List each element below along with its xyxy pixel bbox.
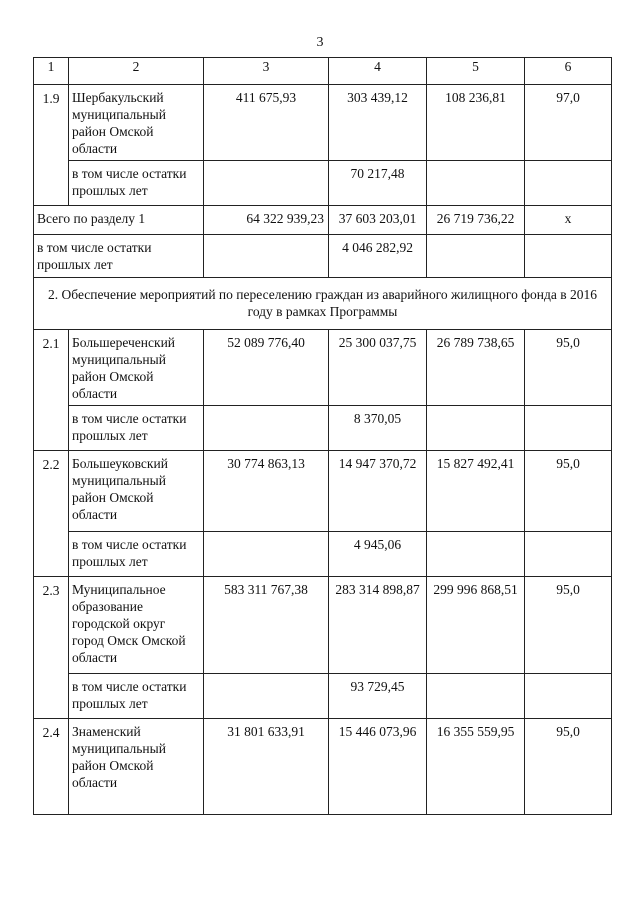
cell-col3 <box>204 161 329 206</box>
column-header: 6 <box>525 58 612 85</box>
column-header: 5 <box>427 58 525 85</box>
cell-col5 <box>427 406 525 451</box>
cell-col3: 411 675,93 <box>204 85 329 161</box>
row-name: в том числе остатки прошлых лет <box>69 532 204 577</box>
column-number-row <box>34 58 612 85</box>
cell-col5 <box>427 674 525 719</box>
cell-col6 <box>525 406 612 451</box>
table-row <box>34 406 612 451</box>
cell-col6: 95,0 <box>525 719 612 815</box>
cell-col4: 303 439,12 <box>329 85 427 161</box>
cell-col6: 95,0 <box>525 577 612 674</box>
cell-col5: 15 827 492,41 <box>427 451 525 532</box>
section-header-row <box>34 278 612 330</box>
row-number: 2.2 <box>34 451 69 577</box>
cell-col3: 31 801 633,91 <box>204 719 329 815</box>
cell-col5: 108 236,81 <box>427 85 525 161</box>
cell-col6 <box>525 161 612 206</box>
row-number: 2.4 <box>34 719 69 815</box>
row-name: Всего по разделу 1 <box>34 206 204 235</box>
row-name: Знаменский муниципальный район Омской области <box>69 719 204 815</box>
cell-col4: 93 729,45 <box>329 674 427 719</box>
row-name: Муниципальное образование городской округ город Омск Омской области <box>69 577 204 674</box>
cell-col4: 70 217,48 <box>329 161 427 206</box>
row-number: 1.9 <box>34 85 69 206</box>
column-header: 1 <box>34 58 69 85</box>
section-title: 2. Обеспечение мероприятий по переселению граждан из аварийного жилищного фонда в 2016 году в рамках Программы <box>34 278 612 330</box>
cell-col3: 583 311 767,38 <box>204 577 329 674</box>
table-row <box>34 674 612 719</box>
table-row <box>34 330 612 406</box>
column-header: 3 <box>204 58 329 85</box>
cell-col6: 95,0 <box>525 330 612 406</box>
table-row <box>34 161 612 206</box>
cell-col5: 26 789 738,65 <box>427 330 525 406</box>
cell-col4: 8 370,05 <box>329 406 427 451</box>
cell-col4: 37 603 203,01 <box>329 206 427 235</box>
row-name: в том числе остатки прошлых лет <box>69 161 204 206</box>
allocation-table <box>33 57 612 815</box>
table-row <box>34 532 612 577</box>
row-name: Большеуковский муниципальный район Омской области <box>69 451 204 532</box>
row-number: 2.3 <box>34 577 69 719</box>
cell-col4: 283 314 898,87 <box>329 577 427 674</box>
cell-col4: 14 947 370,72 <box>329 451 427 532</box>
row-name: в том числе остатки прошлых лет <box>69 674 204 719</box>
cell-col3 <box>204 532 329 577</box>
cell-col6: 97,0 <box>525 85 612 161</box>
cell-col5: 16 355 559,95 <box>427 719 525 815</box>
cell-col3: 30 774 863,13 <box>204 451 329 532</box>
row-name: Шербакульский муниципальный район Омской области <box>69 85 204 161</box>
cell-col6 <box>525 674 612 719</box>
column-header: 4 <box>329 58 427 85</box>
row-name: Большереченский муниципальный район Омской области <box>69 330 204 406</box>
table-row-total <box>34 235 612 278</box>
cell-col5 <box>427 161 525 206</box>
row-number: 2.1 <box>34 330 69 451</box>
page-number: 3 <box>316 35 324 50</box>
cell-col6: 95,0 <box>525 451 612 532</box>
cell-col3: 52 089 776,40 <box>204 330 329 406</box>
cell-col4: 25 300 037,75 <box>329 330 427 406</box>
row-name: в том числе остатки прошлых лет <box>34 235 204 278</box>
cell-col3 <box>204 235 329 278</box>
cell-col4: 4 945,06 <box>329 532 427 577</box>
table-row <box>34 719 612 815</box>
table-row-total <box>34 206 612 235</box>
cell-col5 <box>427 235 525 278</box>
cell-col5: 299 996 868,51 <box>427 577 525 674</box>
table-row <box>34 85 612 161</box>
cell-col3 <box>204 674 329 719</box>
cell-col6 <box>525 235 612 278</box>
cell-col3: 64 322 939,23 <box>204 206 329 235</box>
cell-col6: х <box>525 206 612 235</box>
table-row <box>34 451 612 532</box>
cell-col3 <box>204 406 329 451</box>
cell-col5 <box>427 532 525 577</box>
column-header: 2 <box>69 58 204 85</box>
cell-col4: 4 046 282,92 <box>329 235 427 278</box>
row-name: в том числе остатки прошлых лет <box>69 406 204 451</box>
cell-col6 <box>525 532 612 577</box>
cell-col5: 26 719 736,22 <box>427 206 525 235</box>
cell-col4: 15 446 073,96 <box>329 719 427 815</box>
table-row <box>34 577 612 674</box>
